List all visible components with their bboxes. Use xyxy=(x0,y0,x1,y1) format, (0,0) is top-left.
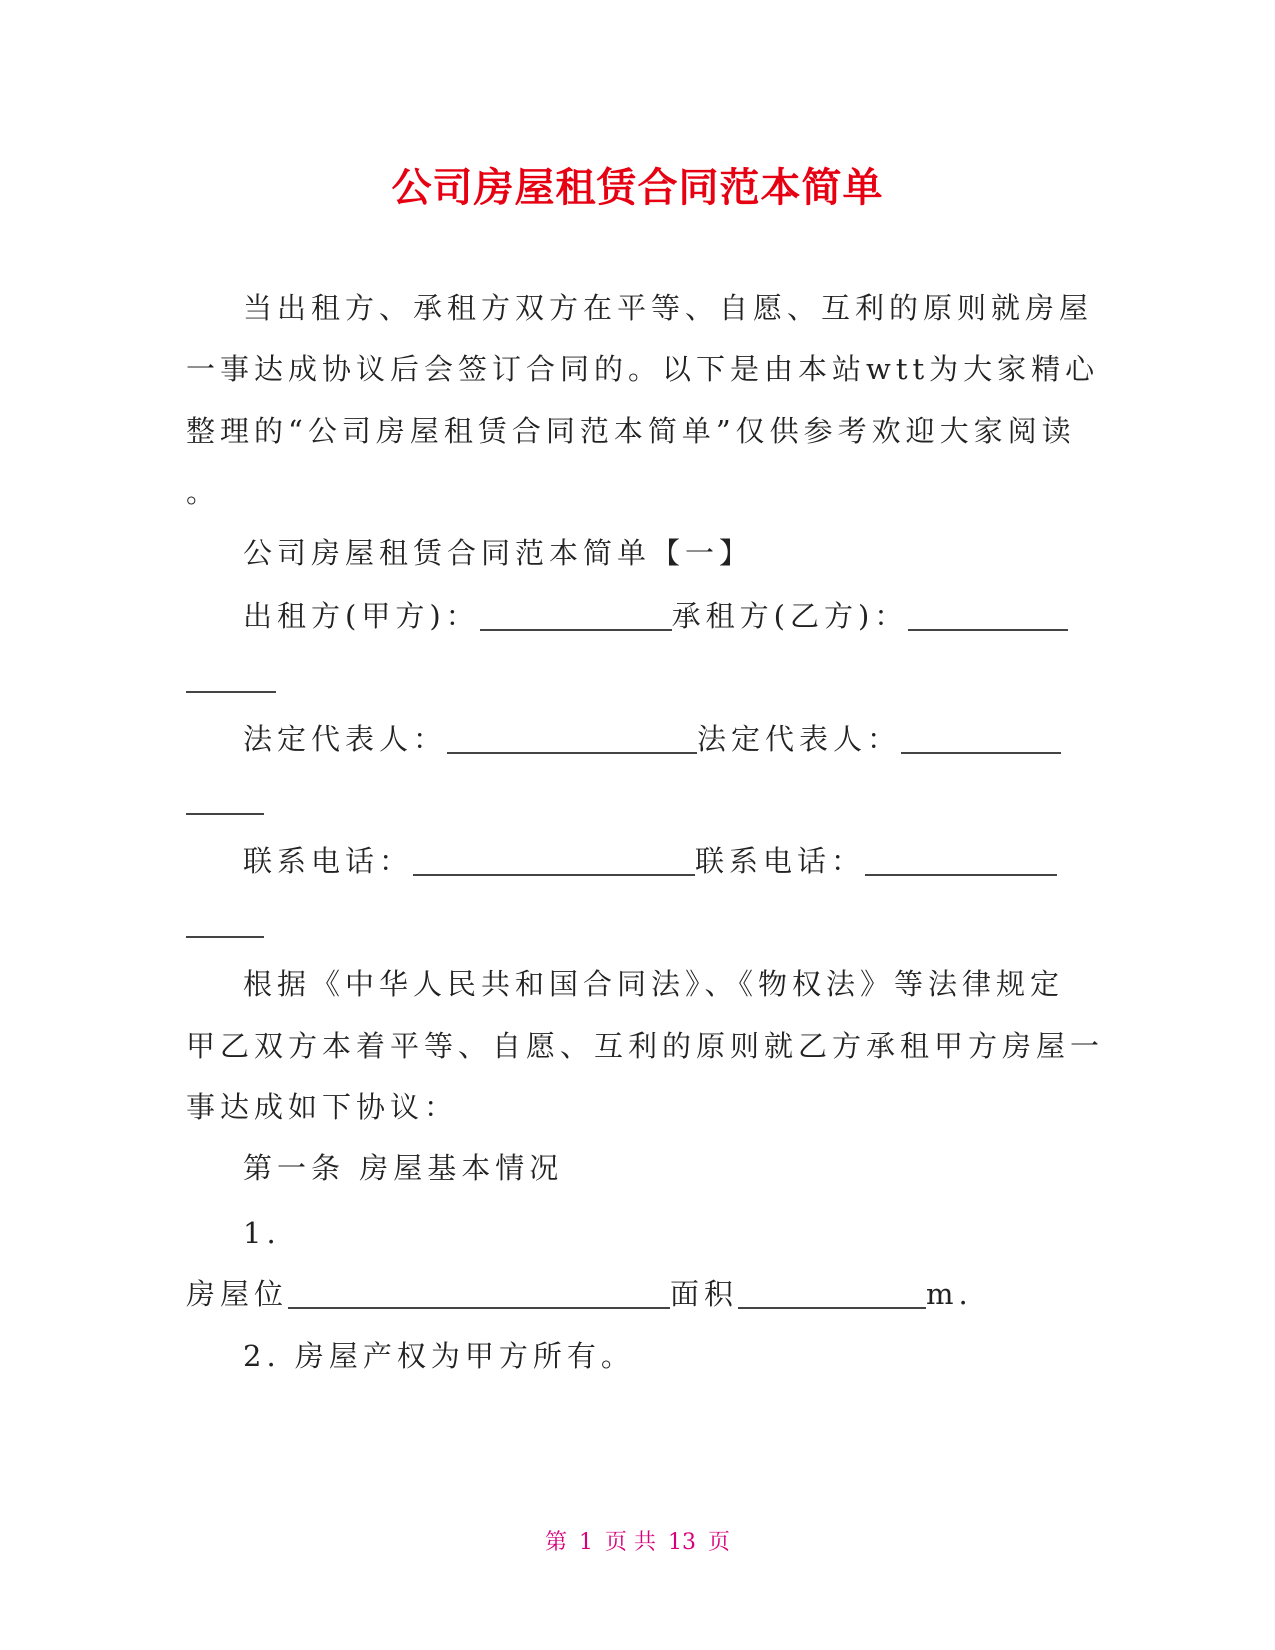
item-2: 2. 房屋产权为甲方所有。 xyxy=(243,1339,635,1373)
phone-blank-cont-row xyxy=(186,903,264,943)
intro-line-2: 一事达成协议后会签订合同的。以下是由本站wtt为大家精心 xyxy=(186,352,1100,386)
rep-blank-a xyxy=(447,752,697,754)
lessor-blank xyxy=(480,629,672,631)
footer-mid: 页 共 xyxy=(605,1530,656,1555)
location-label: 房屋位 xyxy=(186,1277,289,1311)
phone-blank-b xyxy=(865,874,1057,876)
lessee-blank xyxy=(908,629,1068,631)
phone-blank-cont xyxy=(186,936,264,938)
item-1-number: 1. xyxy=(243,1216,281,1250)
lessee-label: 承租方(乙方)： xyxy=(671,599,909,633)
location-blank xyxy=(288,1307,670,1309)
area-blank xyxy=(738,1307,926,1309)
basis-line-1: 根据《中华人民共和国合同法》、《物权法》等法律规定 xyxy=(243,967,1065,1001)
rep-label-a: 法定代表人： xyxy=(243,722,448,756)
document-title: 公司房屋租赁合同范本简单 xyxy=(391,165,884,211)
page-footer xyxy=(0,1528,1275,1558)
lessor-label: 出租方(甲方)： xyxy=(243,599,480,633)
lessee-blank-cont xyxy=(186,691,276,693)
location-area-row xyxy=(186,1274,973,1314)
section-heading: 公司房屋租赁合同范本简单【一】 xyxy=(243,536,754,570)
footer-suffix: 页 xyxy=(708,1530,731,1555)
phone-label-b: 联系电话： xyxy=(695,844,866,878)
rep-label-b: 法定代表人： xyxy=(697,722,902,756)
basis-line-2: 甲乙双方本着平等、自愿、互利的原则就乙方承租甲方房屋一 xyxy=(186,1029,1105,1063)
rep-blank-b xyxy=(901,752,1061,754)
footer-current-page: 1 xyxy=(579,1530,593,1555)
rep-blank-cont xyxy=(186,813,264,815)
footer-prefix: 第 xyxy=(544,1530,567,1555)
phone-label-a: 联系电话： xyxy=(243,844,414,878)
article-1-heading: 第一条 房屋基本情况 xyxy=(243,1151,564,1185)
lessee-blank-cont-row xyxy=(186,658,276,698)
area-label: 面积 xyxy=(670,1277,739,1311)
intro-line-1: 当出租方、承租方双方在平等、自愿、互利的原则就房屋 xyxy=(243,291,1094,325)
footer-total-pages: 13 xyxy=(668,1530,696,1555)
phone-row xyxy=(243,841,1057,881)
rep-blank-cont-row xyxy=(186,780,264,820)
intro-line-3: 整理的“公司房屋租赁合同范本简单”仅供参考欢迎大家阅读 xyxy=(186,414,1076,448)
phone-blank-a xyxy=(413,874,695,876)
intro-line-4: 。 xyxy=(186,475,221,509)
basis-line-3: 事达成如下协议： xyxy=(186,1090,459,1124)
area-unit: m. xyxy=(926,1277,973,1311)
parties-row xyxy=(243,596,1068,636)
representative-row xyxy=(243,719,1061,759)
